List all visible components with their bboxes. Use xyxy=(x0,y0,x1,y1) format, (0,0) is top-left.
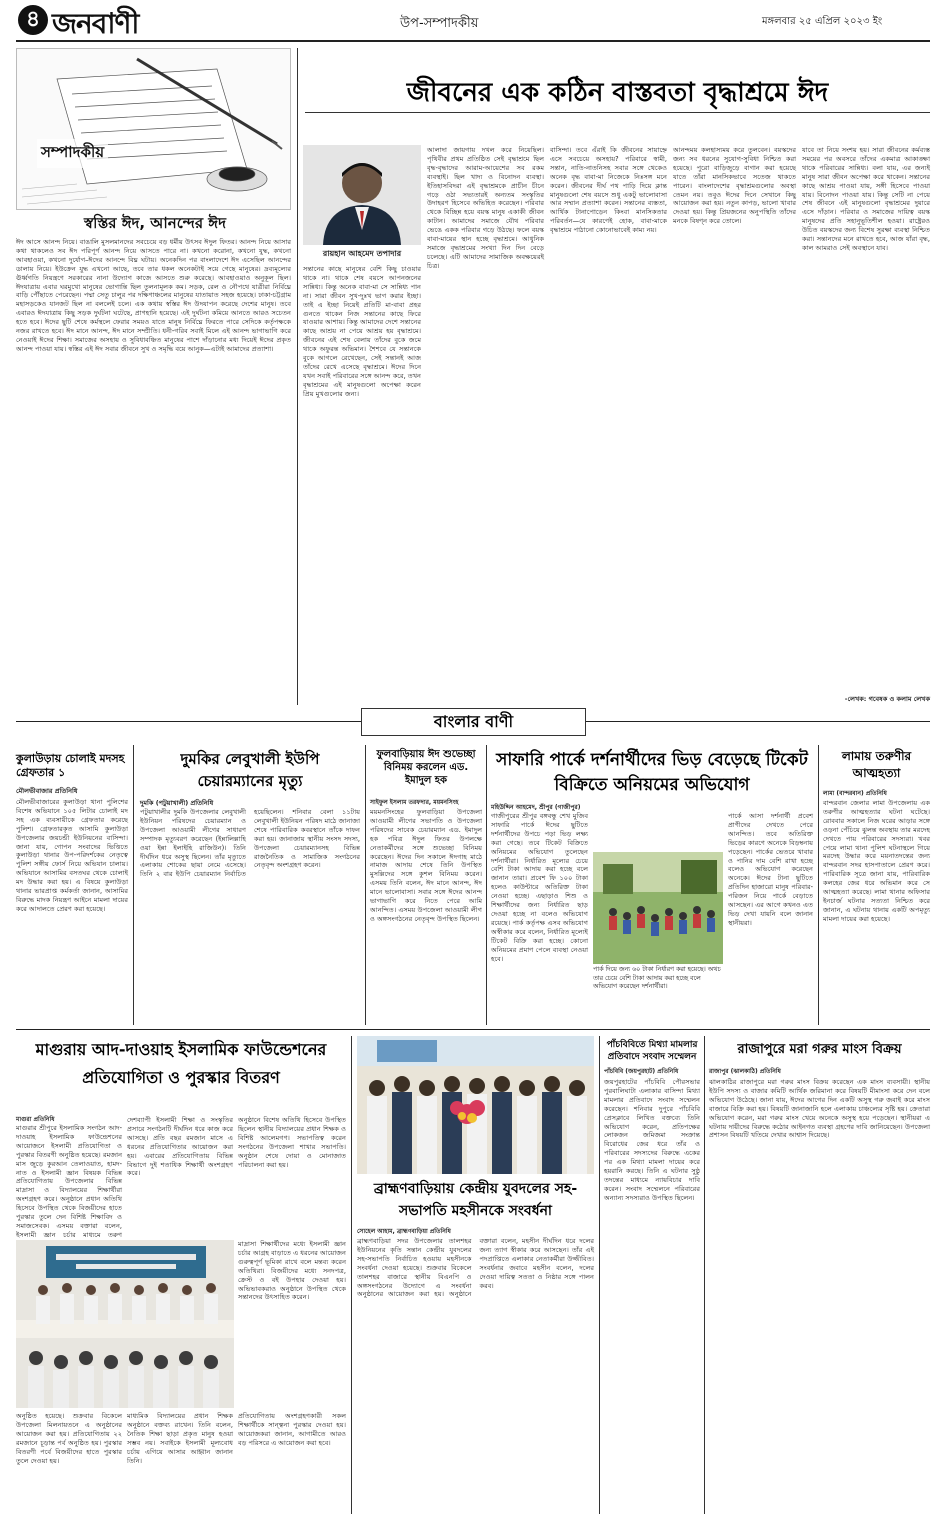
story-4-body: গাজীপুরের শ্রীপুর বঙ্গবন্ধু শেখ মুজিব সাফারি পার্কে ঈদের ছুটিতে দর্শনার্থীদের উপচে পড়া ভিড় লক্ষ্য করা গেছে। তবে টিকেট বিক্রিতে অনিয়মের অভিযোগ তুলেছেন দর্শনার্থীরা। নির্ধারিত মূল্যের চেয়ে বেশি টাকা আদায় করা হচ্ছে বলে জানান তারা। প্রবেশ ফি ১০০ টাকা হলেও কাউন্টারে অতিরিক্ত টাকা নেওয়া হচ্ছে। এছাড়াও শিশু ও শিক্ষার্থীদের জন্য নির্ধারিত ছাড় দেওয়া হচ্ছে না বলেও অভিযোগ রয়েছে। পার্ক কর্তৃপক্ষ এসব অভিযোগ অস্বীকার করে বলেন, নির্ধারিত মূল্যেই টিকেট বিক্রি করা হচ্ছে। কোনো অনিয়মের প্রমাণ পেলে ব্যবস্থা নেওয়া হবে। xyxy=(491,812,588,963)
logo-text: জনবাণী xyxy=(52,7,139,40)
story-9-body: ঝালকাঠির রাজাপুরে মরা গরুর মাংস বিক্রয় করেছেন এক মাংস ব্যবসায়ী। স্থানীয় ইউপি সদস্য ও বাজার কমিটি আর্থিক জরিমানা করে বিষয়টি মীমাংসা করে দেন বলে অভিযোগ উঠেছে। জানা যায়, ঈদের আগের দিন একটি অসুস্থ গরু জবাই করে মাংস বাজারে বিক্রি করা হয়। বিষয়টি জানাজানি হলে এলাকায় চাঞ্চল্যের সৃষ্টি হয়। ক্রেতারা অভিযোগ করেন, মরা গরুর মাংস খেয়ে অনেকে অসুস্থ হয়ে পড়েছেন। স্থানীয়রা এ ঘটনায় দায়ীদের বিরুদ্ধে কঠোর আইনগত ব্যবস্থা গ্রহণের দাবি জানিয়েছেন। উপজেলা প্রশাসন বিষয়টি খতিয়ে দেখার আশ্বাস দিয়েছে। xyxy=(709,1078,930,1140)
story-9-byline: রাজাপুর (ঝালকাঠি) প্রতিনিধি xyxy=(709,1068,781,1075)
divider-2 xyxy=(365,745,366,1025)
story-6-headline: মাগুরায় আদ-দাওয়াহ ইসলামিক ফাউন্ডেশনের প্রতিযোগিতা ও পুরস্কার বিতরণ xyxy=(35,1040,327,1087)
issue-date: মঙ্গলবার ২৫ এপ্রিল ২০২৩ ইং xyxy=(762,16,883,27)
masthead-rule xyxy=(16,40,930,42)
editorial-label: সম্পাদকীয় xyxy=(37,139,108,168)
section-rule-right xyxy=(586,721,930,722)
story-4-headline: সাফারি পার্কে দর্শনার্থীদের ভিড় বেড়েছে টিকেট বিক্রিতে অনিয়মের অভিযোগ xyxy=(496,750,808,795)
story-3-headline: ফুলবাড়িয়ায় ঈদ শুভেচ্ছা বিনিময় করলেন এড. ইমাদুল হক xyxy=(376,749,476,786)
story-4-caption: পার্ক দিয়ে জন্য ৬০ টাকা নির্ধারণ করা হয়েছে। অথচ তার চেয়ে বেশি টাকা আদায় করা হচ্ছে বলে অভিযোগ করেছেন দর্শনার্থীরা। xyxy=(593,966,721,990)
feature-author-footer: -লেখক: গবেষক ও কলাম লেখক xyxy=(844,695,930,703)
story-5-body: বান্দরবান জেলার লামা উপজেলায় এক তরুণীর আত্মহত্যার ঘটনা ঘটেছে। রোববার সকালে নিজ ঘরের আড়ার সঙ্গে ওড়না পেঁচিয়ে ঝুলন্ত অবস্থায় তার মরদেহ দেখতে পায় পরিবারের সদস্যরা। খবর পেয়ে লামা থানা পুলিশ ঘটনাস্থলে গিয়ে মরদেহ উদ্ধার করে ময়নাতদন্তের জন্য বান্দরবান সদর হাসপাতালে প্রেরণ করে। পারিবারিক সূত্রে জানা যায়, পারিবারিক কলহের জের ধরে অভিমান করে সে আত্মহত্যা করেছে। লামা থানার অফিসার ইনচার্জ ঘটনার সত্যতা নিশ্চিত করে জানান, এ ঘটনায় থানায় একটি অপমৃত্যু মামলা দায়ের করা হয়েছে। xyxy=(823,799,930,923)
story-1-headline: কুলাউড়ায় চোলাই মদসহ গ্রেফতার ১ xyxy=(16,752,125,779)
row-divider xyxy=(16,1029,930,1030)
story-6-body-photo-side: মাদ্রাসা শিক্ষার্থীদের মধ্যে ইসলামী জ্ঞান চর্চার আগ্রহ বাড়াতে এ ধরনের আয়োজন গুরুত্বপূর্ণ ভূমিকা রাখে বলে মন্তব্য করেন অতিথিরা। বিজয়ীদের মধ্যে সনদপত্র, ক্রেস্ট ও বই উপহার দেওয়া হয়। অভিভাবকরাও অনুষ্ঠানে উপস্থিত থেকে সন্তানদের উৎসাহিত করেন। xyxy=(238,1240,346,1302)
section-name: উপ-সম্পাদকীয় xyxy=(400,16,479,31)
editorial-headline: স্বস্তির ঈদ, আনন্দের ঈদ xyxy=(84,214,226,232)
section-rule-left xyxy=(16,721,361,722)
editorial-divider xyxy=(297,48,298,705)
story-7-body: ব্রাহ্মণবাড়িয়া সদর উপজেলার তালশহর ইউনিয়নের কৃতি সন্তান কেন্দ্রীয় যুবদলের সহ-সভাপতি নির্বাচিত হওয়ায় মহসীনকে সংবর্ধনা দেওয়া হয়েছে। শুক্রবার বিকেলে তালশহর বাজারে স্থানীয় বিএনপি ও অঙ্গসংগঠনের উদ্যোগে এ সংবর্ধনা অনুষ্ঠানের আয়োজন করা হয়। অনুষ্ঠানে বক্তারা বলেন, মহসীন দীর্ঘদিন ধরে দলের জন্য ত্যাগ স্বীকার করে আসছেন। তাঁর এই পদপ্রাপ্তিতে এলাকার নেতাকর্মীরা উজ্জীবিত। সংবর্ধনার জবাবে মহসীন বলেন, দলের দেওয়া দায়িত্ব সততা ও নিষ্ঠার সঙ্গে পালন করব। xyxy=(357,1237,594,1299)
story-5-byline: লামা (বান্দরবান) প্রতিনিধি xyxy=(823,790,887,797)
divider-6 xyxy=(599,1036,600,1514)
feature-col-4: আনন্দময় কলহাস্যময় করে তুলবেন। বয়স্কদের জন্য সব ধরনের সুযোগ-সুবিধা নিশ্চিত করা হয়েছে। পুরো বাড়িজুড়ে বাগান করা হয়েছে যাতে তাঁরা মানসিকভাবে সতেজ থাকতে পারেন। বাংলাদেশের বৃদ্ধাশ্রমগুলোর অবস্থা তেমন নয়। তবুও ঈদের দিনে সেখানে কিছু আয়োজন করা হয়। নতুন কাপড়, ভালো খাবার দেওয়া হয়। কিন্তু প্রিয়জনের অনুপস্থিতি তাঁদের মনকে বিষণ্ন করে তোলে। xyxy=(673,146,796,226)
section-banner-label: বাংলার বাণী xyxy=(433,712,514,731)
story-2-byline: দুমকি (পটুয়াখালী) প্রতিনিধি xyxy=(140,799,214,807)
divider-3 xyxy=(486,745,487,1025)
divider-1 xyxy=(133,745,134,1025)
story-8-headline: পাঁচবিবিতে মিথ্যা মামলার প্রতিবাদে সংবাদ সম্মেলন xyxy=(606,1040,698,1062)
story-9-headline: রাজাপুরে মরা গরুর মাংস বিক্রয় xyxy=(737,1042,902,1057)
author-photo xyxy=(303,145,421,245)
story-6-body-mid: দেশব্যাপী ইসলামী শিক্ষা ও সংস্কৃতির প্রসারে সংগঠনটি দীর্ঘদিন ধরে কাজ করে আসছে। প্রতি বছর রমজান মাসে এ ধরনের প্রতিযোগিতার আয়োজন করা হয়। এবারের প্রতিযোগিতায় বিভিন্ন বিভাগে দুই শতাধিক শিক্ষার্থী অংশগ্রহণ করে। xyxy=(127,1116,233,1178)
story-6-body-bottom-3: প্রতিযোগিতায় অংশগ্রহণকারী সকল শিক্ষার্থীকে সান্ত্বনা পুরস্কার দেওয়া হয়। আয়োজকরা জানান, আগামীতে আরও বড় পরিসরে এ আয়োজন করা হবে। xyxy=(238,1412,346,1447)
story-3-body: ময়মনসিংহের ফুলবাড়িয়া উপজেলা আওয়ামী লীগের সভাপতি ও উপজেলা পরিষদের সাবেক চেয়ারম্যান এড. ইমাদুল হক পবিত্র ঈদুল ফিতর উপলক্ষে নেতাকর্মীদের সঙ্গে শুভেচ্ছা বিনিময় করেছেন। ঈদের দিন সকালে ঈদগাহ মাঠে নামাজ আদায় শেষে তিনি উপস্থিত মুসল্লিদের সঙ্গে কুশল বিনিময় করেন। এসময় তিনি বলেন, ঈদ মানে আনন্দ, ঈদ মানে ভালোবাসা। সবার সঙ্গে ঈদের আনন্দ ভাগাভাগি করে নিতে পেরে আমি আনন্দিত। এসময় উপজেলা আওয়ামী লীগ ও অঙ্গসংগঠনের নেতৃবৃন্দ উপস্থিত ছিলেন। xyxy=(370,808,482,923)
story-5-headline: লামায় তরুণীর আত্মহত্যা xyxy=(841,749,912,780)
page-number: ৪ xyxy=(25,7,41,32)
divider-4 xyxy=(818,745,819,1025)
masthead xyxy=(0,0,945,40)
story-6-photo xyxy=(16,1240,234,1408)
story-7-byline: সোহেল আহাম, ব্রাহ্মণবাড়িয়া প্রতিনিধি xyxy=(357,1228,451,1235)
story-2-headline: দুমকির লেবুখালী ইউপি চেয়ারম্যানের মৃত্যু xyxy=(180,750,320,790)
feature-author: রায়হান আহমেদ তপাদার xyxy=(322,249,402,258)
section-banner xyxy=(361,708,586,736)
feature-col-2: আলাদা জায়গায় দখল করে নিয়েছিল। পৃথিবীর প্রথম প্রতিষ্ঠিত সেই বৃদ্ধাশ্রমে ছিল বৃদ্ধ-বৃদ্ধাদের আরাম-আয়েশের সব রকম ব্যবস্থাই। ছিল খাদ্য ও বিনোদন ব্যবস্থা। ইতিহাসবিদরা এই বৃদ্ধাশ্রমকে প্রাচীন চীনে গড়ে ওঠা সভ্যতারই অন্যতম সংস্কৃতির উদাহরণ হিসেবে অভিহিত করেছেন। পরিবার থেকে বিচ্ছিন্ন হয়ে বয়স্ক মানুষ একাকী জীবন কাটান। আমাদের সমাজে যৌথ পরিবার ভেঙে একক পরিবার গড়ে উঠছে। ফলে বয়স্ক বাবা-মায়ের স্থান হচ্ছে বৃদ্ধাশ্রমে। আধুনিক সমাজে বৃদ্ধাশ্রমের সংখ্যা দিন দিন বেড়ে চলেছে। এটি আমাদের সামাজিক অবক্ষয়েরই চিত্র। xyxy=(427,146,544,270)
story-3-byline: সাইফুল ইসলাম তরফদার, ময়মনসিংহ xyxy=(370,799,459,806)
story-4-body-cont: পার্কে আসা দর্শনার্থী প্রবেশ প্রাণীদের দেখতে পেরে আনন্দিত। তবে অতিরিক্ত ভিড়ের কারণে অনেকে বিড়ম্বনায় পড়েছেন। পার্কের ভেতরে খাবার ও পানির দাম বেশি রাখা হচ্ছে বলেও অভিযোগ করেছেন অনেকে। ঈদের টানা ছুটিতে প্রতিদিন হাজারো মানুষ পরিবার-পরিজন নিয়ে পার্কে বেড়াতে আসছেন। এর আগে কখনও এত ভিড় দেখা যায়নি বলে জানান স্থানীয়রা। xyxy=(728,812,813,927)
story-6-byline: মাগুরা প্রতিনিধি xyxy=(16,1116,55,1123)
story-1-body: মৌলভীবাজারের কুলাউড়া থানা পুলিশের বিশেষ অভিযানে ১০৫ লিটার চোলাই মদ সহ এক ব্যবসায়ীকে গ্রেফতার করেছে পুলিশ। গ্রেফতারকৃত আসামি কুলাউড়া উপজেলার জয়চন্ডী ইউনিয়নের বাসিন্দা। জানা যায়, গোপন সংবাদের ভিত্তিতে কুলাউড়া থানার উপ-পরিদর্শকের নেতৃত্বে পুলিশ সঙ্গীয় ফোর্স নিয়ে অভিযান চালায়। অভিযানে আসামির বসতঘর থেকে চোলাই মদ উদ্ধার করা হয়। এ বিষয়ে কুলাউড়া থানার ভারপ্রাপ্ত কর্মকর্তা জানান, আসামির বিরুদ্ধে মাদক নিয়ন্ত্রণ আইনে মামলা দায়ের করে আদালতে প্রেরণ করা হয়েছে। xyxy=(16,798,128,913)
editorial-body: ঈদ আসে আনন্দ নিয়ে। বাঙালি মুসলমানদের সবচেয়ে বড় ধর্মীয় উৎসব ঈদুল ফিতর। আনন্দ নিয়ে আসার কথা থাকলেও সব ঈদ পরিপূর্ণ আনন্দ নিয়ে আসতে পারে না। কখনো করোনা, কখনো যুদ্ধ, কখনো আবহাওয়া, কখনো দুর্যোগ–ঈদের আনন্দে বিঘ্ন ঘটায়। অনেকদিন পর বাংলাদেশে ঈদ এসেছিল আনন্দের ডালায় নিয়ে। ইউক্রেন যুদ্ধ এখনো আছে, তবে তার ধকল অনেকটাই সয়ে গেছে মানুষের। দ্রব্যমূল্যের ঊর্ধ্বগতি নিয়ন্ত্রণে সরকারের নানা উদ্যোগ কাজে আসতে শুরু করেছে। আবহাওয়াও অনুকূল ছিল। ঈদযাত্রায় এবার ঘরমুখো মানুষের ভোগান্তি ছিল তুলনামূলক কম। সড়ক, রেল ও নৌপথে যাত্রীরা নির্বিঘ্নে বাড়ি পৌঁছাতে পেরেছেন। পদ্মা সেতু চালুর পর দক্ষিণাঞ্চলের মানুষের যাতায়াত সহজ হয়েছে। ঢাকা-চট্টগ্রাম মহাসড়কেও যানজট ছিল না বললেই চলে। এক কথায় স্বস্তির ঈদ উদযাপন করেছে দেশের মানুষ। তবে এবারও ঈদযাত্রায় কিছু সড়ক দুর্ঘটনা ঘটেছে, প্রাণহানি হয়েছে। এই দুর্ঘটনা কমিয়ে আনতে আরও সচেতন হতে হবে। ঈদের ছুটি শেষে কর্মস্থলে ফেরার সময়ও যাতে মানুষ নির্বিঘ্নে ফিরতে পারে সেদিকে কর্তৃপক্ষকে নজর রাখতে হবে। ঈদ মানে আনন্দ, ঈদ মানে সম্প্রীতি। ধনী-গরিব সবাই মিলে এই আনন্দ ভাগাভাগি করে নেওয়াই ঈদের শিক্ষা। সমাজের অসহায় ও সুবিধাবঞ্চিত মানুষের পাশে দাঁড়ানোর মধ্য দিয়েই ঈদের প্রকৃত আনন্দ পাওয়া যায়। স্বস্তির এই ঈদ সবার জীবনে সুখ ও সমৃদ্ধি বয়ে আনুক—এটাই আমাদের প্রত্যাশা। xyxy=(16,238,291,353)
story-6-body-bottom-2: মাধ্যমিক বিদ্যালয়ের প্রধান শিক্ষক অনুষ্ঠানে বক্তব্য রাখেন। তিনি বলেন, নৈতিক শিক্ষা ছাড়া প্রকৃত মানুষ হওয়া সম্ভব নয়। সবাইকে ইসলামী মূল্যবোধ চর্চায় এগিয়ে আসার আহ্বান জানান তিনি। xyxy=(127,1412,233,1465)
story-4-photo xyxy=(593,852,723,964)
divider-5 xyxy=(351,1036,352,1514)
page-number-badge xyxy=(18,5,48,35)
story-7-headline: ব্রাহ্মণবাড়িয়ায় কেন্দ্রীয় যুবদলের সহ-সভাপতি মহসীনকে সংবর্ধনা xyxy=(373,1181,578,1219)
editorial-illustration xyxy=(16,48,291,210)
story-6-body-left: মাগুরার শ্রীপুরে ইসলামিক সংগঠন আদ-দাওয়াহ ইসলামিক ফাউন্ডেশনের আয়োজনে ইসলামী প্রতিযোগিতা ও পুরস্কার বিতরণী অনুষ্ঠিত হয়েছে। রমজান মাস জুড়ে কুরআন তেলাওয়াত, হামদ-নাত ও ইসলামী জ্ঞান বিষয়ক বিভিন্ন প্রতিযোগিতায় উপজেলার বিভিন্ন মাদ্রাসা ও বিদ্যালয়ের শিক্ষার্থীরা অংশগ্রহণ করে। অনুষ্ঠানে প্রধান অতিথি হিসেবে উপস্থিত থেকে বিজয়ীদের হাতে পুরস্কার তুলে দেন বিশিষ্ট শিক্ষাবিদ ও সমাজসেবক। এসময় বক্তারা বলেন, ইসলামী জ্ঞান চর্চার মাধ্যমে তরুণ xyxy=(16,1124,122,1239)
feature-col-5: যাবে তা নিয়ে সংশয় হয়। সারা জীবনের কর্মব্যস্ত সময়ের পর অবসরে তাঁদের একমাত্র আকাঙ্ক্ষা থাকে পরিবারের সান্নিধ্য। বলা যায়, এর জন্যই মানুষ সারা জীবন অপেক্ষা করে থাকেন। সন্তানের কাছে আশ্রয় পাওয়া যায়, সঙ্গী হিসেবে পাওয়া যায়। বিনোদন পাওয়া যায়। কিন্তু সেটি না পেয়ে শেষ জীবনে এই মানুষগুলো বৃদ্ধাশ্রমের দুয়ারে এসে দাঁড়ান। পরিবার ও সমাজের দায়িত্ব বয়স্ক মানুষদের প্রতি সহানুভূতিশীল হওয়া। রাষ্ট্রেরও উচিত বয়স্কদের জন্য বিশেষ সুরক্ষা ব্যবস্থা নিশ্চিত করা। সন্তানদের মনে রাখতে হবে, আজ যাঁরা বৃদ্ধ, কাল আমরাও সেই অবস্থানে যাব। xyxy=(802,146,930,252)
feature-headline: জীবনের এক কঠিন বাস্তবতা বৃদ্ধাশ্রমে ঈদ xyxy=(305,74,930,113)
story-8-body: জয়পুরহাটের পাঁচবিবি পৌরসভার পুরবালিঘাটা এলাকার বাসিন্দা মিথ্যা মামলার প্রতিবাদে সংবাদ সম্মেলন করেছেন। শনিবার দুপুরে পাঁচবিবি প্রেসক্লাবে লিখিত বক্তব্যে তিনি অভিযোগ করেন, প্রতিপক্ষের লোকজন জমিজমা সংক্রান্ত বিরোধের জের ধরে তাঁর ও পরিবারের সদস্যদের বিরুদ্ধে একের পর এক মিথ্যা মামলা দায়ের করে হয়রানি করছে। তিনি এ ঘটনার সুষ্ঠু তদন্তের মাধ্যমে ন্যায়বিচার দাবি করেন। সংবাদ সম্মেলনে পরিবারের অন্যান্য সদস্যরাও উপস্থিত ছিলেন। xyxy=(604,1078,700,1202)
story-2-body: পটুয়াখালীর দুমকি উপজেলার লেবুখালী ইউনিয়ন পরিষদের চেয়ারম্যান ও উপজেলা আওয়ামী লীগের সাধারণ সম্পাদক মৃত্যুবরণ করেছেন (ইন্নালিল্লাহি ওয়া ইন্না ইলাইহি রাজিউন)। তিনি দীর্ঘদিন ধরে অসুস্থ ছিলেন। তাঁর মৃত্যুতে এলাকায় শোকের ছায়া নেমে এসেছে। তিনি ২ বার ইউপি চেয়ারম্যান নির্বাচিত হয়েছিলেন। শনিবার বেলা ১১টায় লেবুখালী ইউনিয়ন পরিষদ মাঠে জানাজা শেষে পারিবারিক কবরস্থানে তাঁকে দাফন করা হয়। জানাজায় স্থানীয় সংসদ সদস্য, উপজেলা চেয়ারম্যানসহ বিভিন্ন রাজনৈতিক ও সামাজিক সংগঠনের নেতৃবৃন্দ অংশগ্রহণ করেন। xyxy=(140,808,360,879)
feature-col-1: সন্তানের কাছে মানুষের বেশি কিছু চাওয়ার থাকে না। থাকে শেষ বয়সে আপনজনের সান্নিধ্য। কিন্তু অনেক বাবা-মা সে সান্নিধ্য পান না। সারা জীবন সুখ-দুঃখ ভাগ করার ইচ্ছা। তাই এ ইচ্ছা নিয়েই প্রতিটি মা-বাবা প্রহর গুনতে থাকেন নিজ সন্তানের কাছে ফিরে যাওয়ার আশায়। কিন্তু আমাদের দেশে সন্তানের কাছে আশ্রয় না পেয়ে আশ্রয় হয় বৃদ্ধাশ্রমে। জীবনের এই শেষ বেলায় তাঁদের বুকে জমে থাকে অফুরন্ত অভিমান। শৈশবে যে সন্তানকে বুকে আগলে রেখেছেন, সেই সন্তানই আজ তাঁদের রেখে এসেছে বৃদ্ধাশ্রমে। ঈদের দিনে যখন সবাই পরিবারের সঙ্গে আনন্দ করে, তখন বৃদ্ধাশ্রমের এই মানুষগুলো অপেক্ষা করেন প্রিয় মুখগুলোর জন্য। xyxy=(303,265,421,398)
divider-7 xyxy=(704,1036,705,1514)
story-6-body-bottom-1: অনুষ্ঠিত হয়েছে। শুক্রবার বিকেলে উপজেলা মিলনায়তনে এ অনুষ্ঠানের আয়োজন করা হয়। প্রতিযোগিতায় ২২ রমজানে চূড়ান্ত পর্ব অনুষ্ঠিত হয়। পুরস্কার বিতরণী পর্বে বিজয়ীদের হাতে পুরস্কার তুলে দেওয়া হয়। xyxy=(16,1412,122,1465)
ink-pen-sketch xyxy=(17,49,292,211)
story-7-photo xyxy=(357,1036,594,1174)
story-6-body-right: অনুষ্ঠানে বিশেষ অতিথি হিসেবে উপস্থিত ছিলেন স্থানীয় বিদ্যালয়ের প্রধান শিক্ষক ও বিশিষ্ট আলেমগণ। সভাপতিত্ব করেন সংগঠনের উপজেলা শাখার সভাপতি। অনুষ্ঠান শেষে দোয়া ও মোনাজাত পরিচালনা করা হয়। xyxy=(238,1116,346,1169)
story-1-byline: মৌলভীবাজার প্রতিনিধি xyxy=(16,787,78,795)
story-4-byline: মহিউদ্দিন আহমেদ, শ্রীপুর (গাজীপুর) xyxy=(491,804,581,811)
feature-col-3: বাসিন্দা। তবে এঁরাই কি জীবনের সায়াহ্নে এসে সবচেয়ে অসহায়? পরিবারে স্বামী, সন্তান, নাতি-নাতনিসহ সবার সঙ্গে থেকেও অনেক বৃদ্ধ বাবা-মা নিজেকে নিঃসঙ্গ মনে করেন। জীবনের দীর্ঘ পথ পাড়ি দিয়ে ক্লান্ত মানুষগুলো শেষ বয়সে শুধু একটু ভালোবাসা আর সম্মান প্রত্যাশা করেন। সন্তানের ব্যস্ততা, আর্থিক টানাপোড়েন কিংবা মানসিকতার পরিবর্তন—যে কারণেই হোক, বাবা-মাকে বৃদ্ধাশ্রমে পাঠানো কোনোভাবেই কাম্য নয়। xyxy=(550,146,667,235)
story-8-byline: পাঁচবিবি (জয়পুরহাট) প্রতিনিধি xyxy=(604,1068,679,1075)
